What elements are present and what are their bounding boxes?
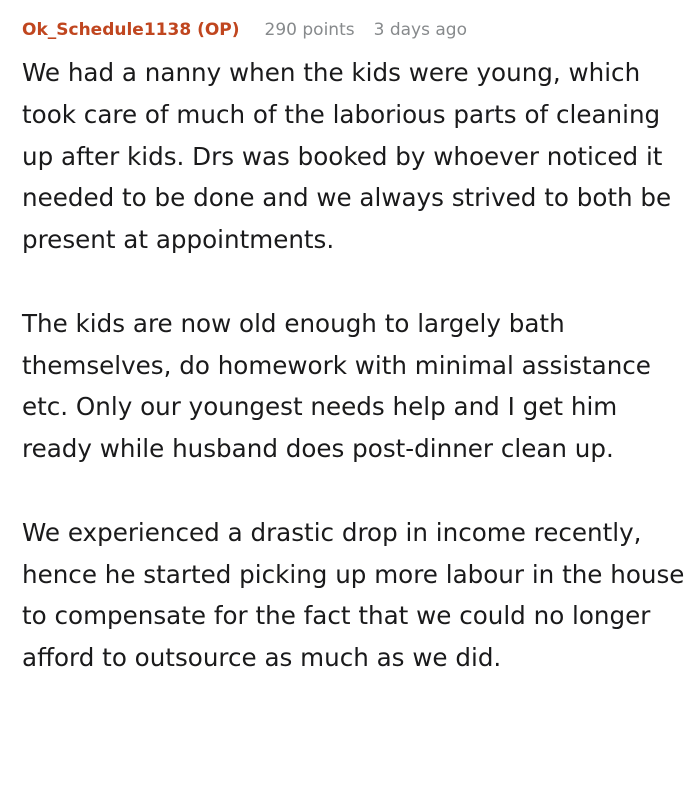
- comment-body: [22, 52, 692, 679]
- comment-author-link[interactable]: Ok_Schedule1138 (OP): [22, 20, 240, 40]
- comment-paragraph: The kids are now old enough to largely bath themselves, do homework with minimal assistance etc. Only our youngest needs help and I get him ready while husband does post-dinner clean up.: [22, 308, 651, 464]
- comment-points: 290 points: [264, 20, 355, 40]
- comment-timestamp[interactable]: 3 days ago: [373, 20, 467, 40]
- comment-meta: [22, 18, 692, 42]
- comment-paragraph: We had a nanny when the kids were young, which took care of much of the laborious parts of cleaning up after kids. Drs was booked by whoever noticed it needed to be done and we always strived to both be present at appointments.: [22, 58, 672, 255]
- comment-paragraph: We experienced a drastic drop in income recently, hence he started picking up more labour in the house to compensate for the fact that we could no longer afford to outsource as much as we did.: [22, 517, 685, 673]
- comment: [22, 18, 692, 679]
